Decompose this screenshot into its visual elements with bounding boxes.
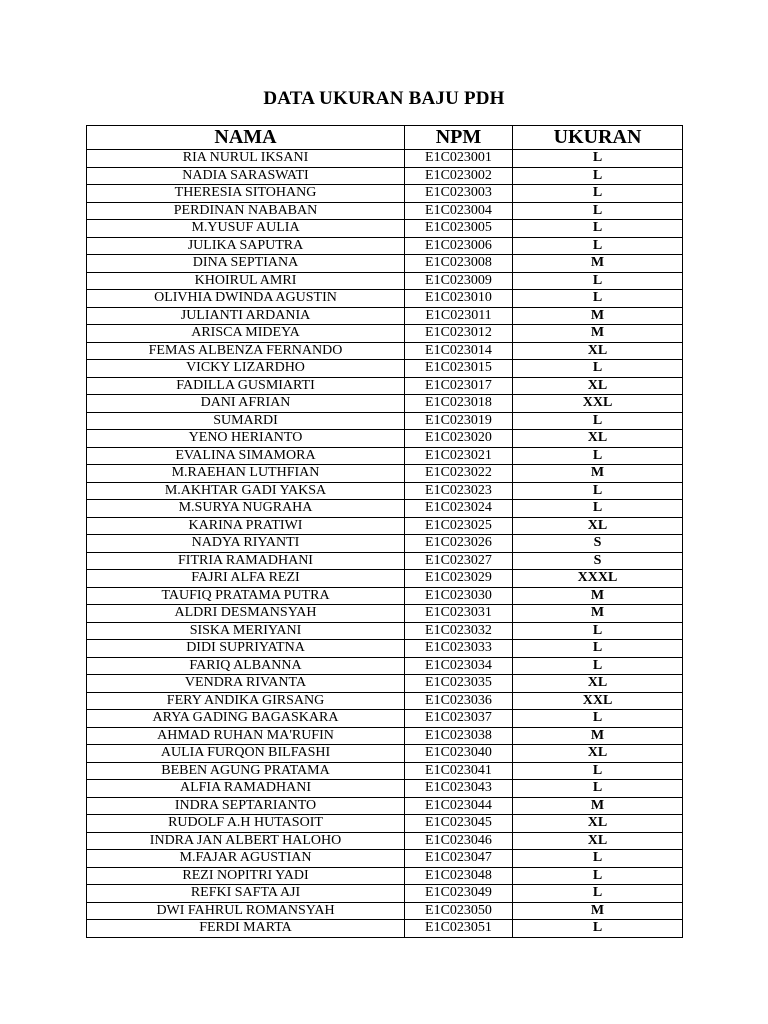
cell-npm: E1C023014 <box>405 342 513 360</box>
cell-size: L <box>513 850 683 868</box>
cell-size: M <box>513 325 683 343</box>
cell-size: XL <box>513 745 683 763</box>
cell-npm: E1C023004 <box>405 202 513 220</box>
cell-npm: E1C023011 <box>405 307 513 325</box>
table-row <box>87 640 683 658</box>
cell-name: THERESIA SITOHANG <box>87 185 405 203</box>
cell-npm: E1C023030 <box>405 587 513 605</box>
cell-name: FITRIA RAMADHANI <box>87 552 405 570</box>
cell-npm: E1C023033 <box>405 640 513 658</box>
cell-name: TAUFIQ PRATAMA PUTRA <box>87 587 405 605</box>
table-row <box>87 587 683 605</box>
cell-size: M <box>513 902 683 920</box>
cell-npm: E1C023046 <box>405 832 513 850</box>
cell-name: FADILLA GUSMIARTI <box>87 377 405 395</box>
table-row <box>87 675 683 693</box>
cell-name: FARIQ ALBANNA <box>87 657 405 675</box>
table-row <box>87 832 683 850</box>
cell-size: XL <box>513 342 683 360</box>
cell-name: M.SURYA NUGRAHA <box>87 500 405 518</box>
cell-npm: E1C023036 <box>405 692 513 710</box>
cell-npm: E1C023029 <box>405 570 513 588</box>
table-row <box>87 307 683 325</box>
cell-name: RIA NURUL IKSANI <box>87 150 405 168</box>
cell-name: YENO HERIANTO <box>87 430 405 448</box>
table-row <box>87 552 683 570</box>
cell-size: L <box>513 622 683 640</box>
cell-size: L <box>513 167 683 185</box>
table-row <box>87 745 683 763</box>
cell-size: L <box>513 762 683 780</box>
table-row <box>87 657 683 675</box>
cell-npm: E1C023051 <box>405 920 513 938</box>
cell-name: KARINA PRATIWI <box>87 517 405 535</box>
cell-npm: E1C023021 <box>405 447 513 465</box>
cell-size: XXL <box>513 692 683 710</box>
cell-name: ARISCA MIDEYA <box>87 325 405 343</box>
cell-name: BEBEN AGUNG PRATAMA <box>87 762 405 780</box>
cell-size: XL <box>513 517 683 535</box>
table-row <box>87 465 683 483</box>
cell-npm: E1C023025 <box>405 517 513 535</box>
table-row <box>87 272 683 290</box>
table-row <box>87 482 683 500</box>
cell-name: M.AKHTAR GADI YAKSA <box>87 482 405 500</box>
cell-npm: E1C023024 <box>405 500 513 518</box>
cell-npm: E1C023009 <box>405 272 513 290</box>
cell-npm: E1C023017 <box>405 377 513 395</box>
cell-npm: E1C023023 <box>405 482 513 500</box>
table-row <box>87 692 683 710</box>
cell-name: FEMAS ALBENZA FERNANDO <box>87 342 405 360</box>
cell-size: L <box>513 202 683 220</box>
cell-name: M.FAJAR AGUSTIAN <box>87 850 405 868</box>
table-row <box>87 780 683 798</box>
table-row <box>87 570 683 588</box>
cell-name: ALDRI DESMANSYAH <box>87 605 405 623</box>
cell-npm: E1C023008 <box>405 255 513 273</box>
cell-size: L <box>513 237 683 255</box>
cell-name: EVALINA SIMAMORA <box>87 447 405 465</box>
size-table <box>86 125 683 938</box>
cell-npm: E1C023049 <box>405 885 513 903</box>
cell-npm: E1C023038 <box>405 727 513 745</box>
table-row <box>87 850 683 868</box>
table-row <box>87 710 683 728</box>
cell-name: NADIA SARASWATI <box>87 167 405 185</box>
cell-size: M <box>513 307 683 325</box>
table-body <box>87 150 683 938</box>
cell-npm: E1C023027 <box>405 552 513 570</box>
cell-npm: E1C023043 <box>405 780 513 798</box>
cell-size: M <box>513 605 683 623</box>
cell-npm: E1C023001 <box>405 150 513 168</box>
table-row <box>87 255 683 273</box>
cell-name: RUDOLF A.H HUTASOIT <box>87 815 405 833</box>
cell-name: JULIKA SAPUTRA <box>87 237 405 255</box>
cell-npm: E1C023006 <box>405 237 513 255</box>
table-row <box>87 325 683 343</box>
table-row <box>87 220 683 238</box>
cell-name: M.YUSUF AULIA <box>87 220 405 238</box>
cell-npm: E1C023031 <box>405 605 513 623</box>
table-row <box>87 920 683 938</box>
cell-npm: E1C023012 <box>405 325 513 343</box>
table-row <box>87 500 683 518</box>
cell-name: DINA SEPTIANA <box>87 255 405 273</box>
cell-npm: E1C023018 <box>405 395 513 413</box>
page-title: DATA UKURAN BAJU PDH <box>263 88 505 109</box>
cell-size: L <box>513 640 683 658</box>
cell-npm: E1C023037 <box>405 710 513 728</box>
table-row <box>87 150 683 168</box>
table-row <box>87 290 683 308</box>
cell-size: L <box>513 412 683 430</box>
cell-name: KHOIRUL AMRI <box>87 272 405 290</box>
cell-size: L <box>513 780 683 798</box>
cell-size: L <box>513 657 683 675</box>
table-row <box>87 237 683 255</box>
cell-size: L <box>513 150 683 168</box>
table-row <box>87 377 683 395</box>
cell-npm: E1C023035 <box>405 675 513 693</box>
cell-name: VICKY LIZARDHO <box>87 360 405 378</box>
cell-size: L <box>513 185 683 203</box>
cell-name: FAJRI ALFA REZI <box>87 570 405 588</box>
cell-size: L <box>513 220 683 238</box>
cell-name: DANI AFRIAN <box>87 395 405 413</box>
table-row <box>87 167 683 185</box>
cell-size: L <box>513 920 683 938</box>
cell-size: XXL <box>513 395 683 413</box>
cell-size: M <box>513 797 683 815</box>
cell-size: XL <box>513 832 683 850</box>
cell-name: ARYA GADING BAGASKARA <box>87 710 405 728</box>
cell-name: DIDI SUPRIYATNA <box>87 640 405 658</box>
cell-size: L <box>513 885 683 903</box>
cell-size: S <box>513 535 683 553</box>
cell-name: AHMAD RUHAN MA'RUFIN <box>87 727 405 745</box>
cell-name: SUMARDI <box>87 412 405 430</box>
cell-size: L <box>513 482 683 500</box>
cell-size: XXXL <box>513 570 683 588</box>
cell-npm: E1C023003 <box>405 185 513 203</box>
cell-name: PERDINAN NABABAN <box>87 202 405 220</box>
cell-npm: E1C023041 <box>405 762 513 780</box>
cell-npm: E1C023032 <box>405 622 513 640</box>
cell-size: M <box>513 465 683 483</box>
cell-name: INDRA JAN ALBERT HALOHO <box>87 832 405 850</box>
table-row <box>87 797 683 815</box>
cell-name: REZI NOPITRI YADI <box>87 867 405 885</box>
cell-name: JULIANTI ARDANIA <box>87 307 405 325</box>
table-row <box>87 885 683 903</box>
cell-size: L <box>513 290 683 308</box>
cell-npm: E1C023050 <box>405 902 513 920</box>
table-row <box>87 605 683 623</box>
cell-size: M <box>513 255 683 273</box>
table-row <box>87 342 683 360</box>
cell-npm: E1C023048 <box>405 867 513 885</box>
cell-name: REFKI SAFTA AJI <box>87 885 405 903</box>
cell-size: L <box>513 500 683 518</box>
table-row <box>87 412 683 430</box>
cell-name: FERDI MARTA <box>87 920 405 938</box>
table-row <box>87 727 683 745</box>
cell-npm: E1C023002 <box>405 167 513 185</box>
cell-size: L <box>513 272 683 290</box>
header-npm: NPM <box>405 126 513 150</box>
cell-name: M.RAEHAN LUTHFIAN <box>87 465 405 483</box>
header-ukuran: UKURAN <box>513 126 683 150</box>
table-row <box>87 622 683 640</box>
cell-size: L <box>513 867 683 885</box>
table-header-row <box>87 126 683 150</box>
cell-name: AULIA FURQON BILFASHI <box>87 745 405 763</box>
table-row <box>87 430 683 448</box>
table-row <box>87 535 683 553</box>
table-row <box>87 395 683 413</box>
table-row <box>87 202 683 220</box>
cell-name: DWI FAHRUL ROMANSYAH <box>87 902 405 920</box>
cell-size: M <box>513 587 683 605</box>
cell-npm: E1C023026 <box>405 535 513 553</box>
cell-name: NADYA RIYANTI <box>87 535 405 553</box>
cell-name: INDRA SEPTARIANTO <box>87 797 405 815</box>
cell-npm: E1C023010 <box>405 290 513 308</box>
table-row <box>87 815 683 833</box>
cell-size: XL <box>513 815 683 833</box>
cell-npm: E1C023045 <box>405 815 513 833</box>
table-row <box>87 902 683 920</box>
cell-name: VENDRA RIVANTA <box>87 675 405 693</box>
cell-size: L <box>513 710 683 728</box>
cell-npm: E1C023019 <box>405 412 513 430</box>
cell-size: XL <box>513 377 683 395</box>
table-row <box>87 447 683 465</box>
header-nama: NAMA <box>87 126 405 150</box>
cell-npm: E1C023005 <box>405 220 513 238</box>
cell-npm: E1C023020 <box>405 430 513 448</box>
cell-npm: E1C023034 <box>405 657 513 675</box>
table-row <box>87 360 683 378</box>
cell-size: L <box>513 360 683 378</box>
cell-name: OLIVHIA DWINDA AGUSTIN <box>87 290 405 308</box>
table-row <box>87 762 683 780</box>
cell-npm: E1C023022 <box>405 465 513 483</box>
cell-name: SISKA MERIYANI <box>87 622 405 640</box>
cell-npm: E1C023015 <box>405 360 513 378</box>
cell-name: FERY ANDIKA GIRSANG <box>87 692 405 710</box>
cell-npm: E1C023040 <box>405 745 513 763</box>
cell-npm: E1C023047 <box>405 850 513 868</box>
table-row <box>87 867 683 885</box>
table-row <box>87 517 683 535</box>
cell-size: XL <box>513 430 683 448</box>
cell-name: ALFIA RAMADHANI <box>87 780 405 798</box>
cell-npm: E1C023044 <box>405 797 513 815</box>
cell-size: L <box>513 447 683 465</box>
cell-size: XL <box>513 675 683 693</box>
table-row <box>87 185 683 203</box>
cell-size: M <box>513 727 683 745</box>
cell-size: S <box>513 552 683 570</box>
